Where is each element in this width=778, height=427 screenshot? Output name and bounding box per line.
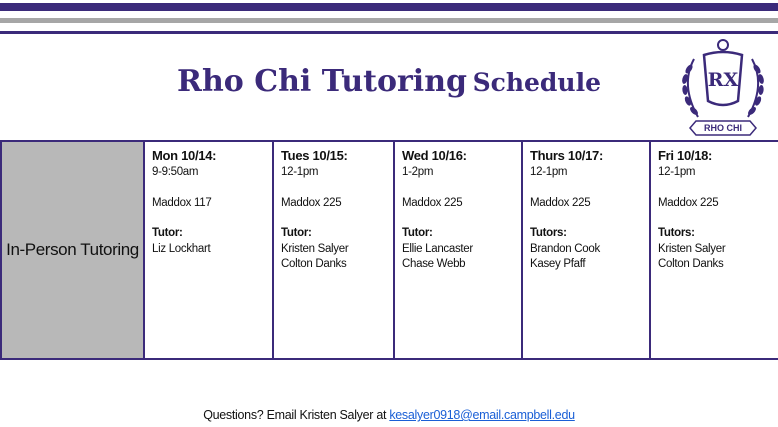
table-row <box>1 141 778 359</box>
day-cell <box>522 141 650 359</box>
email-link[interactable]: kesalyer0918@email.campbell.edu <box>389 408 575 422</box>
title-sub: Schedule <box>472 68 601 97</box>
logo-letters: RX <box>707 69 739 91</box>
schedule-table <box>0 140 778 360</box>
row-label: In-Person Tutoring <box>1 141 144 359</box>
day-cell <box>394 141 522 359</box>
tutor-name: Kristen Salyer <box>658 242 726 255</box>
day-heading: Thurs 10/17: <box>530 148 603 163</box>
day-heading: Mon 10/14: <box>152 148 217 163</box>
tutor-name: Chase Webb <box>402 258 466 270</box>
room-text: Maddox 225 <box>281 196 342 209</box>
room-text: Maddox 117 <box>152 196 212 209</box>
time-text: 1-2pm <box>402 166 434 178</box>
page-title <box>0 64 778 99</box>
top-stripe-gray <box>0 18 778 23</box>
tutor-name: Kasey Pfaff <box>530 258 586 270</box>
top-stripe-thin <box>0 31 778 34</box>
logo-banner: RHO CHI <box>704 123 742 133</box>
footer-text: Questions? Email Kristen Salyer at <box>203 408 390 422</box>
tutor-label: Tutor: <box>281 227 312 239</box>
title-main: Rho Chi Tutoring <box>177 64 467 99</box>
time-text: 12-1pm <box>281 166 319 178</box>
room-text: Maddox 225 <box>402 196 463 209</box>
day-heading: Tues 10/15: <box>281 148 348 163</box>
tutor-name: Brandon Cook <box>530 242 600 255</box>
room-text: Maddox 225 <box>530 196 591 209</box>
tutor-name: Liz Lockhart <box>152 242 211 255</box>
tutor-label: Tutors: <box>658 227 695 239</box>
day-cell <box>144 141 273 359</box>
tutor-label: Tutors: <box>530 227 567 239</box>
time-text: 12-1pm <box>530 166 568 178</box>
tutor-label: Tutor: <box>402 227 433 239</box>
tutor-label: Tutor: <box>152 227 183 239</box>
top-stripe-purple <box>0 3 778 11</box>
time-text: 9-9:50am <box>152 166 199 178</box>
tutor-name: Ellie Lancaster <box>402 242 473 255</box>
day-cell <box>273 141 394 359</box>
day-heading: Fri 10/18: <box>658 148 713 163</box>
tutor-name: Colton Danks <box>281 258 347 270</box>
footer <box>0 408 778 422</box>
day-heading: Wed 10/16: <box>402 148 467 163</box>
tutor-name: Kristen Salyer <box>281 242 349 255</box>
rho-chi-logo <box>674 37 772 137</box>
day-cell <box>650 141 778 359</box>
tutor-name: Colton Danks <box>658 258 724 270</box>
room-text: Maddox 225 <box>658 196 719 209</box>
time-text: 12-1pm <box>658 166 696 178</box>
